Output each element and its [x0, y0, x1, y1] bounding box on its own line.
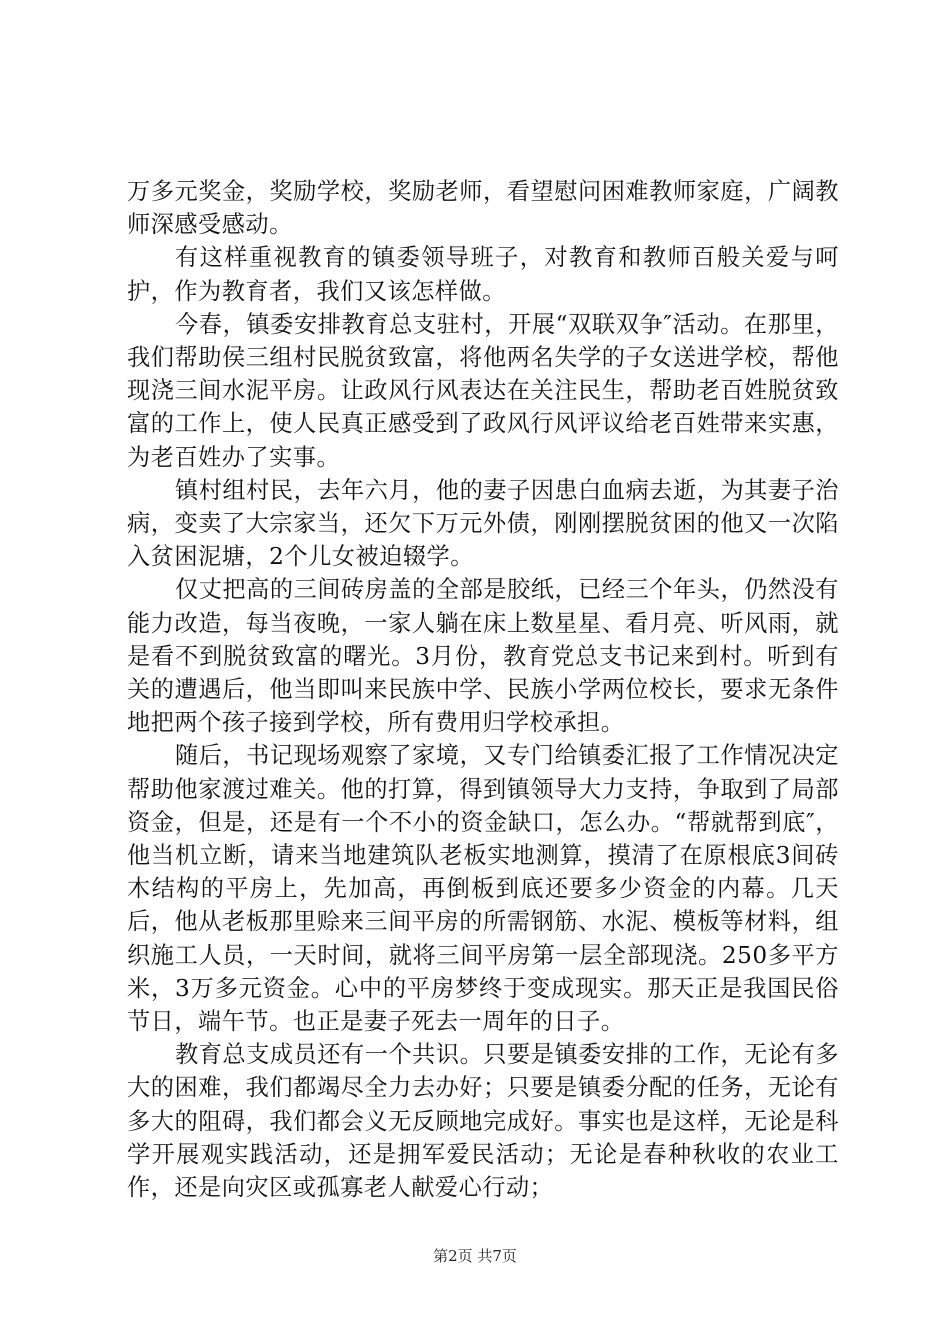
- paragraph-4: 镇村组村民，去年六月，他的妻子因患白血病去逝，为其妻子治病，变卖了大宗家当，还欠下万元外债，刚刚摆脱贫困的他又一次陷入贫困泥塘，2个儿女被迫辍学。: [127, 476, 839, 571]
- paragraph-6: 随后，书记现场观察了家境，又专门给镇委汇报了工作情况决定帮助他家渡过难关。他的打算，得到镇领导大力支持，争取到了局部资金，但是，还是有一个不小的资金缺口，怎么办。“帮就帮到底″，他当机立断，请来当地建筑队老板实地测算，摸清了在原根底3间砖木结构的平房上，先加高，再倒板到底还要多少资金的内幕。几天后，他从老板那里赊来三间平房的所需钢筋、水泥、模板等材料，组织施工人员，一天时间，就将三间平房第一层全部现浇。250多平方米，3万多元资金。心中的平房梦终于变成现实。那天正是我国民俗节日，端午节。也正是妻子死去一周年的日子。: [127, 742, 839, 1036]
- paragraph-2: 有这样重视教育的镇委领导班子，对教育和教师百般关爱与呵护，作为教育者，我们又该怎样做。: [127, 244, 839, 305]
- paragraph-3: 今春，镇委安排教育总支驻村，开展“双联双争″活动。在那里，我们帮助侯三组村民脱贫致富，将他两名失学的子女送进学校，帮他现浇三间水泥平房。让政风行风表达在关注民生，帮助老百姓脱贫致富的工作上，使人民真正感受到了政风行风评议给老百姓带来实惠，为老百姓办了实事。: [127, 310, 839, 471]
- paragraph-5: 仅丈把高的三间砖房盖的全部是胶纸，已经三个年头，仍然没有能力改造，每当夜晚，一家人躺在床上数星星、看月亮、听风雨，就是看不到脱贫致富的曙光。3月份，教育党总支书记来到村。听到有关的遭遇后，他当即叫来民族中学、民族小学两位校长，要求无条件地把两个孩子接到学校，所有费用归学校承担。: [127, 576, 839, 737]
- paragraph-1: 万多元奖金，奖励学校，奖励老师，看望慰问困难教师家庭，广阔教师深感受感动。: [127, 178, 839, 239]
- document-body: [127, 175, 839, 1204]
- paragraph-7: 教育总支成员还有一个共识。只要是镇委安排的工作，无论有多大的困难，我们都竭尽全力去办好；只要是镇委分配的任务，无论有多大的阻碍，我们都会义无反顾地完成好。事实也是这样，无论是科学开展观实践活动，还是拥军爱民活动；无论是春种秋收的农业工作，还是向灾区或孤寡老人献爱心行动；: [127, 1041, 839, 1202]
- page-number-footer: 第2页 共7页: [433, 1247, 517, 1265]
